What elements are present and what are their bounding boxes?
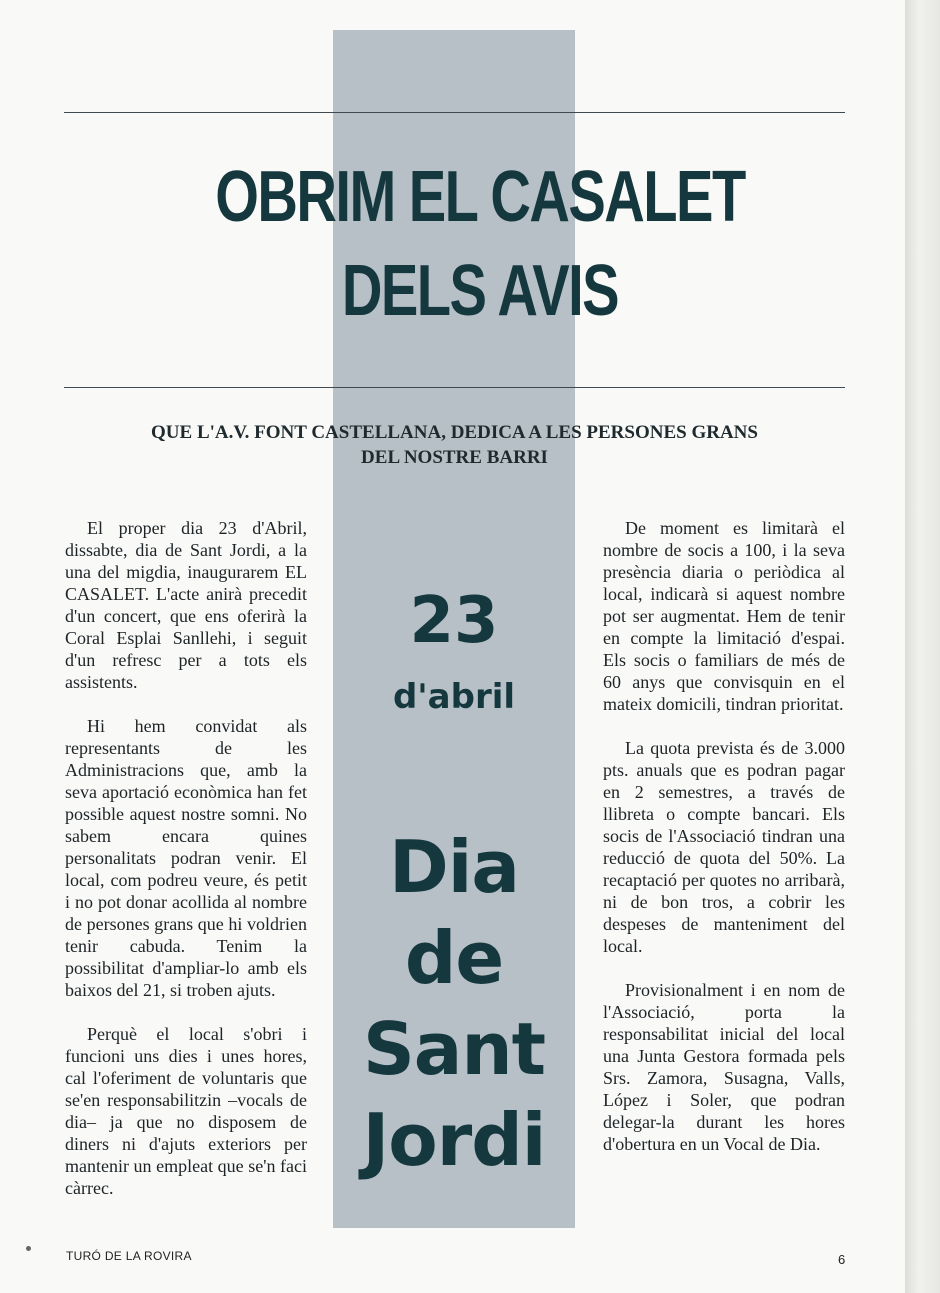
page-edge <box>905 0 940 1293</box>
event-name <box>333 822 575 1186</box>
title-line-2: DELS AVIS <box>341 251 619 331</box>
title-line-1: OBRIM EL CASALET <box>215 157 745 237</box>
event-line-1: Dia <box>388 825 520 909</box>
event-line-2: de <box>404 916 504 1000</box>
right-paragraph-1: De moment es limitarà el nombre de socis a 100, i la seva presència diaria o periòdica al local, indicarà si aquest nombre pot ser augmentat. Hem de tenir en compte la limitació d'espai. Els socis o familiars de més de 60 anys que convisquin en el mateix domicili, tindran prioritat. <box>603 518 845 714</box>
right-paragraph-2: La quota prevista és de 3.000 pts. anuals que es podran pagar en 2 semestres, a través de llibreta o compte bancari. Els socis de l'Associació tindran una reducció de quota del 50%. La recaptació per quotes no arribarà, ni de bon tros, a cobrir les despeses de manteniment del local. <box>603 738 845 956</box>
bullet-dot-icon <box>26 1246 31 1251</box>
footer-publication: TURÓ DE LA ROVIRA <box>66 1249 192 1263</box>
left-paragraph-1: El proper dia 23 d'Abril, dissabte, dia de Sant Jordi, a la una del migdia, inaugurarem EL CASALET. L'acte anirà precedit d'un concert, que ens oferirà la Coral Esplai Sanllehi, i seguit d'un refresc per a tots els assistents. <box>65 518 307 692</box>
top-rule <box>64 112 845 113</box>
middle-rule <box>64 387 845 388</box>
page-number: 6 <box>838 1252 846 1267</box>
subtitle-line-1: QUE L'A.V. FONT CASTELLANA, DEDICA A LES PERSONES GRANS <box>151 422 758 443</box>
date-month: d'abril <box>392 677 516 717</box>
event-line-4: Jordi <box>362 1098 546 1182</box>
article-title <box>199 150 761 338</box>
right-paragraph-3: Provisionalment i en nom de l'Associació, porta la responsabilitat inicial del local una Junta Gestora formada pels Srs. Zamora, Susagna, Valls, López i Soler, que podran delegar-la durant les hores d'obertura en un Vocal de Dia. <box>603 980 845 1154</box>
left-paragraph-2: Hi hem convidat als representants de les Administracions que, amb la seva aportació econòmica han fet possible aquest nostre somni. No sabem encara quines personalitats podran venir. El local, com podreu veure, és petit i no pot donar acollida al nombre de persones grans que hi voldrien tenir cabuda. Tenim la possibilitat d'ampliar-lo amb els baixos del 21, si troben ajuts. <box>65 716 307 1000</box>
event-line-3: Sant <box>362 1007 546 1091</box>
right-column <box>603 517 845 1177</box>
date-number: 23 <box>409 584 499 658</box>
subtitle-line-2: DEL NOSTRE BARRI <box>361 447 548 468</box>
left-column <box>65 517 307 1221</box>
article-subtitle <box>64 420 845 470</box>
left-paragraph-3: Perquè el local s'obri i funcioni uns dies i unes hores, cal l'oferiment de voluntaris que se'en responsabilitzin –vocals de dia– ja que no disposem de diners ni d'ajuts exteriors per mantenir un empleat que se'n faci càrrec. <box>65 1024 307 1198</box>
